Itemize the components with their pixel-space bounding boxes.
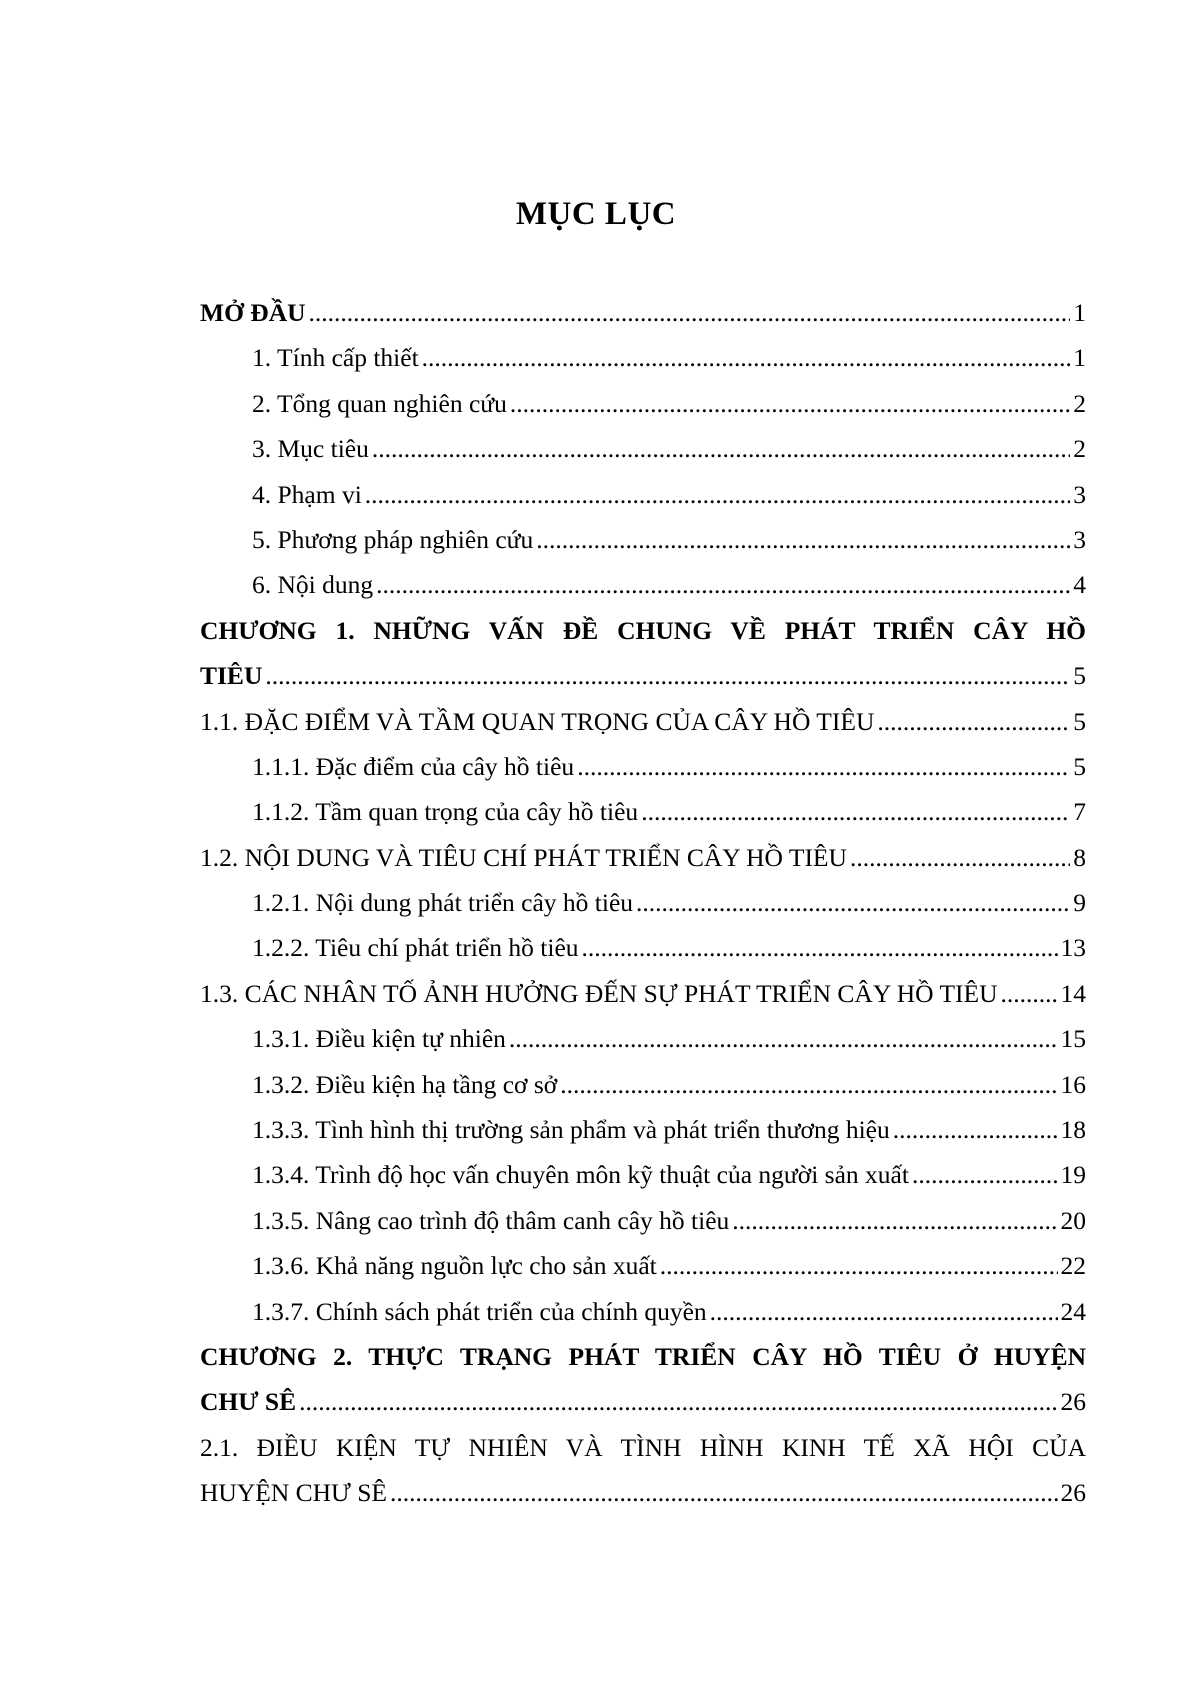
toc-entry-page-number: 5 <box>1073 706 1086 736</box>
toc-entry <box>200 744 1086 789</box>
toc-entry-page-number: 2 <box>1073 388 1086 418</box>
dot-leader <box>422 335 1071 380</box>
toc-entry-page-number: 15 <box>1060 1024 1086 1054</box>
toc-entry <box>200 925 1086 970</box>
toc-entry <box>200 1198 1086 1243</box>
toc-entry-line <box>252 744 1086 789</box>
toc-entry-page-number: 14 <box>1060 978 1086 1008</box>
toc-entry-title: 3. Mục tiêu <box>252 434 369 464</box>
toc-entry <box>200 517 1086 562</box>
toc-entry-page-number: 22 <box>1060 1251 1086 1281</box>
toc-entry-title: 4. Phạm vi <box>252 479 362 509</box>
dot-leader <box>309 290 1071 335</box>
dot-leader <box>376 562 1070 607</box>
toc-entry-line <box>252 880 1086 925</box>
toc-entry-page-number: 5 <box>1073 661 1086 691</box>
toc-entry-line <box>252 1062 1086 1107</box>
toc-entry-title: 1.3.1. Điều kiện tự nhiên <box>252 1024 506 1054</box>
toc-entry <box>200 835 1086 880</box>
toc-entry-line <box>252 789 1086 834</box>
toc-entry-line <box>252 472 1086 517</box>
toc-entry <box>200 290 1086 335</box>
toc-entry-line <box>252 1152 1086 1197</box>
toc-entry-first-line: CHƯƠNG 2. THỰC TRẠNG PHÁT TRIỂN CÂY HỒ TIÊU Ở HUYỆN <box>200 1341 1086 1371</box>
toc-entry-page-number: 16 <box>1060 1069 1086 1099</box>
toc-entry-line <box>200 653 1086 698</box>
toc-entry-page-number: 26 <box>1060 1387 1086 1417</box>
dot-leader <box>372 426 1070 471</box>
toc-entry-page-number: 2 <box>1073 434 1086 464</box>
toc-entry <box>200 335 1086 380</box>
toc-entry-page-number: 4 <box>1073 570 1086 600</box>
toc-entry-line <box>252 1243 1086 1288</box>
toc-entry <box>200 699 1086 744</box>
dot-leader <box>850 835 1070 880</box>
toc-entry-title: 1.3.7. Chính sách phát triển của chính quyền <box>252 1296 707 1326</box>
toc-entry-title: MỞ ĐẦU <box>200 298 306 327</box>
toc-entry-page-number: 1 <box>1073 298 1086 327</box>
dot-leader <box>877 699 1070 744</box>
toc-entry-title: 1.1. ĐẶC ĐIỂM VÀ TẦM QUAN TRỌNG CỦA CÂY HỒ TIÊU <box>200 706 875 736</box>
toc-entry-title: 1.3.3. Tình hình thị trường sản phẩm và phát triển thương hiệu <box>252 1115 890 1145</box>
toc-entry-page-number: 3 <box>1073 479 1086 509</box>
toc-entry-page-number: 9 <box>1073 888 1086 918</box>
toc-entry <box>200 1243 1086 1288</box>
toc-entry-page-number: 3 <box>1073 524 1086 554</box>
toc-entry-page-number: 1 <box>1073 343 1086 373</box>
toc-entry-page-number: 5 <box>1073 751 1086 781</box>
toc-entry-page-number: 8 <box>1073 842 1086 872</box>
dot-leader <box>299 1379 1057 1424</box>
toc-entry <box>200 1107 1086 1152</box>
toc-entry-line <box>252 1198 1086 1243</box>
dot-leader <box>510 381 1070 426</box>
dot-leader <box>912 1152 1058 1197</box>
toc-entry-line <box>252 562 1086 607</box>
toc-entry-title: 1.3.4. Trình độ học vấn chuyên môn kỹ thuật của người sản xuất <box>252 1160 909 1190</box>
dot-leader <box>732 1198 1057 1243</box>
toc-entry-line <box>252 1289 1086 1334</box>
toc-entry <box>200 608 1086 699</box>
toc-entry-title: 1.2. NỘI DUNG VÀ TIÊU CHÍ PHÁT TRIỂN CÂY HỒ TIÊU <box>200 842 847 872</box>
page-title: MỤC LỤC <box>515 196 677 232</box>
toc-entry <box>200 426 1086 471</box>
toc-entry-line <box>252 426 1086 471</box>
toc-entry <box>200 1152 1086 1197</box>
dot-leader <box>710 1289 1058 1334</box>
toc-entry <box>200 789 1086 834</box>
toc-entry <box>200 880 1086 925</box>
toc-entry-line <box>252 1107 1086 1152</box>
dot-leader <box>893 1107 1058 1152</box>
toc-entry-line <box>252 517 1086 562</box>
dot-leader <box>577 744 1070 789</box>
toc-entry <box>200 472 1086 517</box>
toc-entry-first-line: CHƯƠNG 1. NHỮNG VẤN ĐỀ CHUNG VỀ PHÁT TRIỂN CÂY HỒ <box>200 615 1086 645</box>
toc-entry-line <box>200 835 1086 880</box>
dot-leader <box>365 472 1070 517</box>
toc-entry-page-number: 20 <box>1060 1205 1086 1235</box>
toc-entry-page-number: 7 <box>1073 797 1086 827</box>
toc-entry <box>200 1334 1086 1425</box>
toc-entry-line <box>252 1016 1086 1061</box>
toc-entry-page-number: 19 <box>1060 1160 1086 1190</box>
toc-entry-title: 1. Tính cấp thiết <box>252 343 419 373</box>
toc-entry-title: 1.2.2. Tiêu chí phát triển hồ tiêu <box>252 933 579 963</box>
toc-entry-title: 1.3.6. Khả năng nguồn lực cho sản xuất <box>252 1251 657 1281</box>
toc-entry <box>200 562 1086 607</box>
toc-entry-title: 1.2.1. Nội dung phát triển cây hồ tiêu <box>252 888 634 918</box>
toc-entry-line <box>200 1470 1086 1515</box>
toc-entry-line <box>252 925 1086 970</box>
toc-entry <box>200 971 1086 1016</box>
toc-entry <box>200 1425 1086 1516</box>
toc-entry-title: 2. Tổng quan nghiên cứu <box>252 388 507 418</box>
table-of-contents <box>200 290 1086 1516</box>
toc-entry <box>200 381 1086 426</box>
toc-entry-page-number: 24 <box>1060 1296 1086 1326</box>
dot-leader <box>265 653 1070 698</box>
toc-entry-line <box>200 971 1086 1016</box>
toc-entry-line <box>252 335 1086 380</box>
dot-leader <box>536 517 1070 562</box>
toc-entry-line <box>252 381 1086 426</box>
toc-entry <box>200 1016 1086 1061</box>
toc-entry-title: 1.3.5. Nâng cao trình độ thâm canh cây hồ tiêu <box>252 1205 730 1235</box>
toc-entry-title: 6. Nội dung <box>252 570 374 600</box>
dot-leader <box>1001 971 1058 1016</box>
dot-leader <box>582 925 1058 970</box>
toc-entry <box>200 1062 1086 1107</box>
dot-leader <box>636 880 1070 925</box>
toc-entry-line <box>200 699 1086 744</box>
toc-entry-title: TIÊU <box>200 661 263 691</box>
toc-entry-page-number: 18 <box>1060 1115 1086 1145</box>
dot-leader <box>390 1470 1058 1515</box>
toc-entry-page-number: 13 <box>1060 933 1086 963</box>
toc-entry <box>200 1289 1086 1334</box>
toc-entry-title: CHƯ SÊ <box>200 1387 297 1417</box>
dot-leader <box>560 1062 1057 1107</box>
toc-entry-title: 1.1.1. Đặc điểm của cây hồ tiêu <box>252 751 575 781</box>
dot-leader <box>660 1243 1058 1288</box>
toc-entry-line <box>200 1379 1086 1424</box>
dot-leader <box>641 789 1070 834</box>
toc-entry-title: 1.3.2. Điều kiện hạ tầng cơ sở <box>252 1069 558 1099</box>
toc-entry-title: 5. Phương pháp nghiên cứu <box>252 524 534 554</box>
toc-entry-first-line: 2.1. ĐIỀU KIỆN TỰ NHIÊN VÀ TÌNH HÌNH KINH TẾ XÃ HỘI CỦA <box>200 1432 1086 1462</box>
toc-entry-page-number: 26 <box>1060 1478 1086 1508</box>
dot-leader <box>509 1016 1058 1061</box>
toc-entry-title: HUYỆN CHƯ SÊ <box>200 1478 387 1508</box>
toc-entry-line <box>200 290 1086 335</box>
toc-entry-title: 1.1.2. Tầm quan trọng của cây hồ tiêu <box>252 797 639 827</box>
toc-entry-title: 1.3. CÁC NHÂN TỐ ẢNH HƯỞNG ĐẾN SỰ PHÁT TRIỂN CÂY HỒ TIÊU <box>200 978 998 1008</box>
